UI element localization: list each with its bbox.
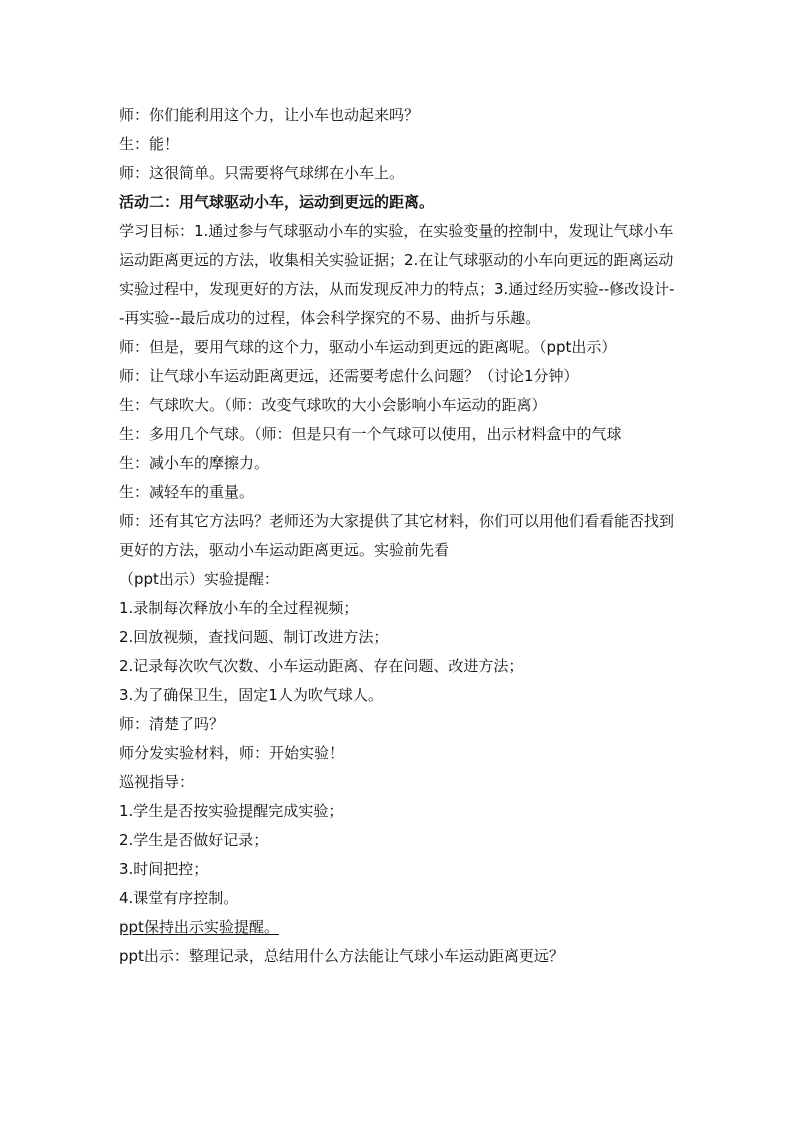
document-body [119, 101, 679, 971]
dialogue-line: 师：让气球小车运动距离更远，还需要考虑什么问题？（讨论1分钟） [119, 367, 579, 385]
dialogue-line: 师：但是，要用气球的这个力，驱动小车运动到更远的距离呢。（ppt出示） [119, 338, 617, 356]
dialogue-line: 生：减轻车的重量。 [119, 483, 255, 501]
learning-objectives: 学习目标：1.通过参与气球驱动小车的实验，在实验变量的控制中，发现让气球小车运动距离更远的方法，收集相关实验证据；2.在让气球驱动的小车向更远的距离运动实验过程中，发现更好的方法，从而发现反冲力的特点；3.通过经历实验--修改设计--再实验--最后成功的过程，体会科学探究的不易、曲折与乐趣。 [119, 222, 675, 327]
dialogue-line: 师分发实验材料，师：开始实验！ [119, 744, 345, 762]
guidance-item: 3.时间把控； [119, 860, 209, 878]
ppt-note: ppt保持出示实验提醒。 [119, 918, 279, 936]
reminder-item: 1.录制每次释放小车的全过程视频； [119, 599, 359, 617]
dialogue-line: 生：能！ [119, 135, 180, 153]
guidance-heading: 巡视指导： [119, 773, 195, 791]
dialogue-line: 师：清楚了吗？ [119, 715, 225, 733]
dialogue-line: 生：减小车的摩擦力。 [119, 454, 270, 472]
dialogue-line: 师：这很简单。只需要将气球绑在小车上。 [119, 164, 405, 182]
reminder-item: 2.回放视频，查找问题、制订改进方法； [119, 628, 389, 646]
guidance-item: 2.学生是否做好记录； [119, 831, 269, 849]
dialogue-line: 生：多用几个气球。（师：但是只有一个气球可以使用，出示材料盒中的气球 [119, 425, 622, 443]
guidance-item: 1.学生是否按实验提醒完成实验； [119, 802, 344, 820]
reminder-item: 3.为了确保卫生，固定1人为吹气球人。 [119, 686, 383, 704]
guidance-item: 4.课堂有序控制。 [119, 889, 239, 907]
reminder-item: 2.记录每次吹气次数、小车运动距离、存在问题、改进方法； [119, 657, 524, 675]
dialogue-line: 师：你们能利用这个力，让小车也动起来吗？ [119, 106, 420, 124]
dialogue-line: 生：气球吹大。（师：改变气球吹的大小会影响小车运动的距离） [119, 396, 547, 414]
ppt-note: ppt出示：整理记录，总结用什么方法能让气球小车运动距离更远？ [119, 947, 564, 965]
experiment-reminder-heading: （ppt出示）实验提醒： [119, 570, 279, 588]
dialogue-line: 师：还有其它方法吗？老师还为大家提供了其它材料，你们可以用他们看看能否找到更好的方法，驱动小车运动距离更远。实验前先看 [119, 512, 675, 559]
activity-heading: 活动二：用气球驱动小车，运动到更远的距离。 [119, 193, 435, 211]
